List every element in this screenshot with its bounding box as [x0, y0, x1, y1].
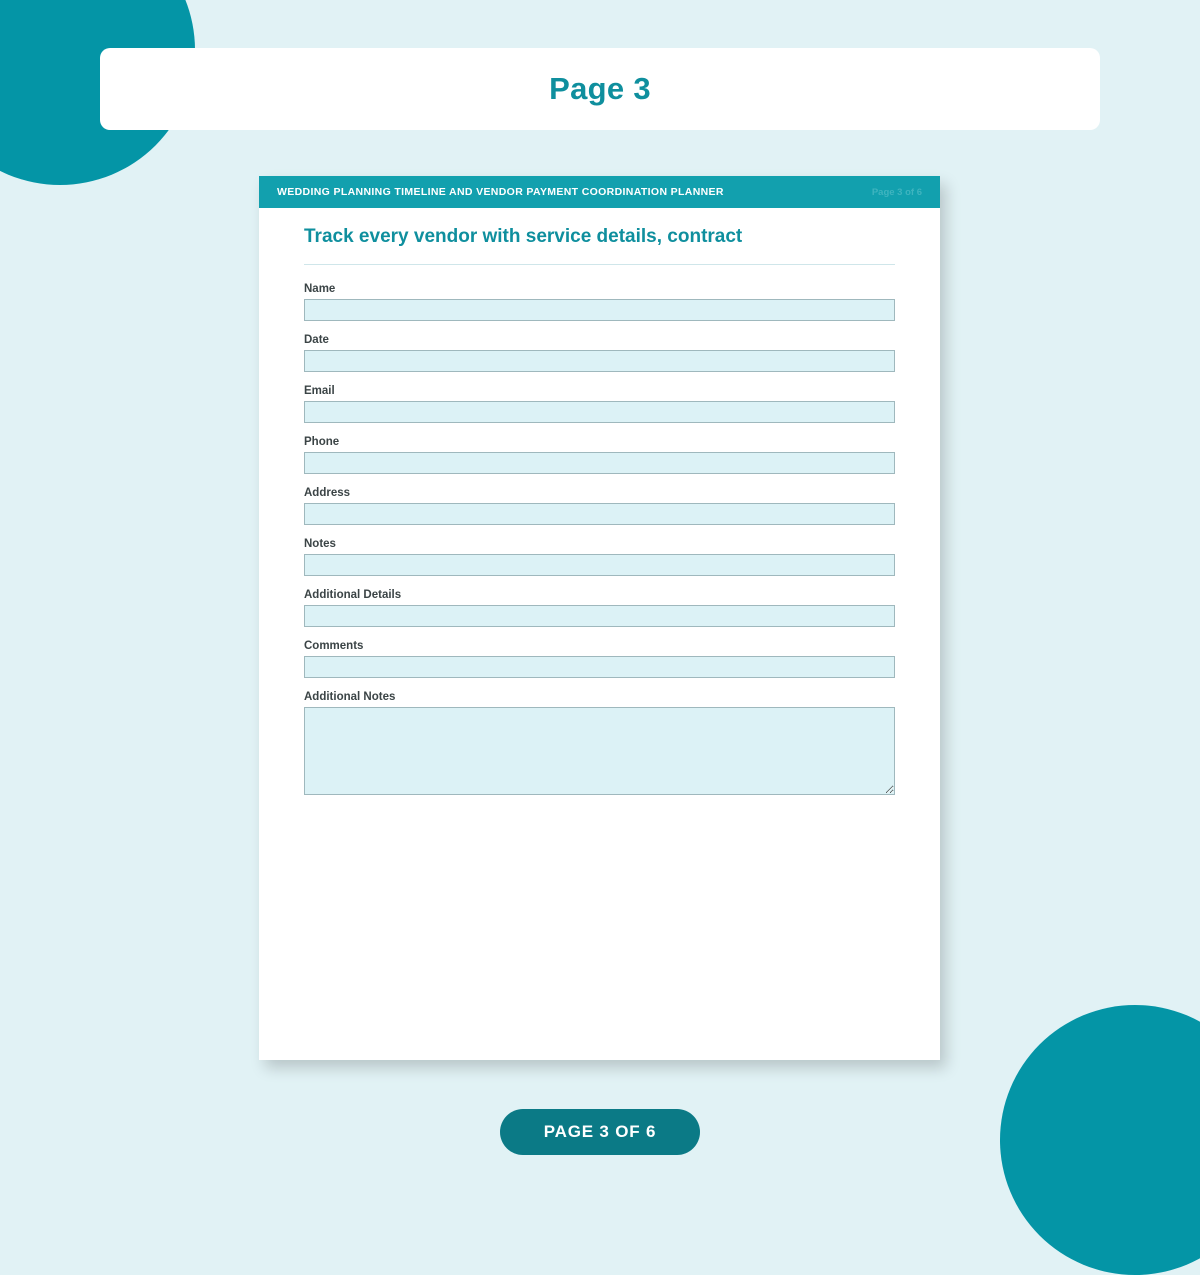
document-topbar-page-number: Page 3 of 6 [871, 186, 922, 198]
phone-input[interactable] [304, 452, 895, 474]
page-header-card [100, 48, 1100, 130]
form-field-phone [304, 436, 895, 474]
document-sheet [259, 176, 940, 1060]
document-body [259, 208, 940, 800]
page-footer-badge [500, 1109, 700, 1155]
form-field-name [304, 283, 895, 321]
date-input[interactable] [304, 350, 895, 372]
form-field-date [304, 334, 895, 372]
notes-input[interactable] [304, 554, 895, 576]
name-input[interactable] [304, 299, 895, 321]
additional-details-input[interactable] [304, 605, 895, 627]
comments-input[interactable] [304, 656, 895, 678]
field-label: Notes [304, 538, 336, 550]
decorative-circle-bottom-right [1000, 1005, 1200, 1275]
form-field-address [304, 487, 895, 525]
document-topbar [259, 176, 940, 208]
form-field-email [304, 385, 895, 423]
form-field-notes [304, 538, 895, 576]
field-label: Additional Details [304, 589, 402, 601]
page-title: Page 3 [549, 71, 651, 106]
field-label: Email [304, 385, 335, 397]
field-label: Address [304, 487, 351, 499]
field-label: Additional Notes [304, 691, 396, 703]
email-input[interactable] [304, 401, 895, 423]
page-footer-badge-label: PAGE 3 OF 6 [543, 1122, 657, 1141]
additional-notes-textarea[interactable] [304, 707, 895, 795]
form-field-additional-notes [304, 691, 895, 800]
form-field-comments [304, 640, 895, 678]
document-topbar-title: WEDDING PLANNING TIMELINE AND VENDOR PAYMENT COORDINATION PLANNER [277, 186, 724, 198]
field-label: Date [304, 334, 329, 346]
address-input[interactable] [304, 503, 895, 525]
field-label: Name [304, 283, 336, 295]
field-label: Comments [304, 640, 364, 652]
field-label: Phone [304, 436, 340, 448]
document-heading: Track every vendor with service details, contract [304, 226, 895, 265]
form-field-additional-details [304, 589, 895, 627]
